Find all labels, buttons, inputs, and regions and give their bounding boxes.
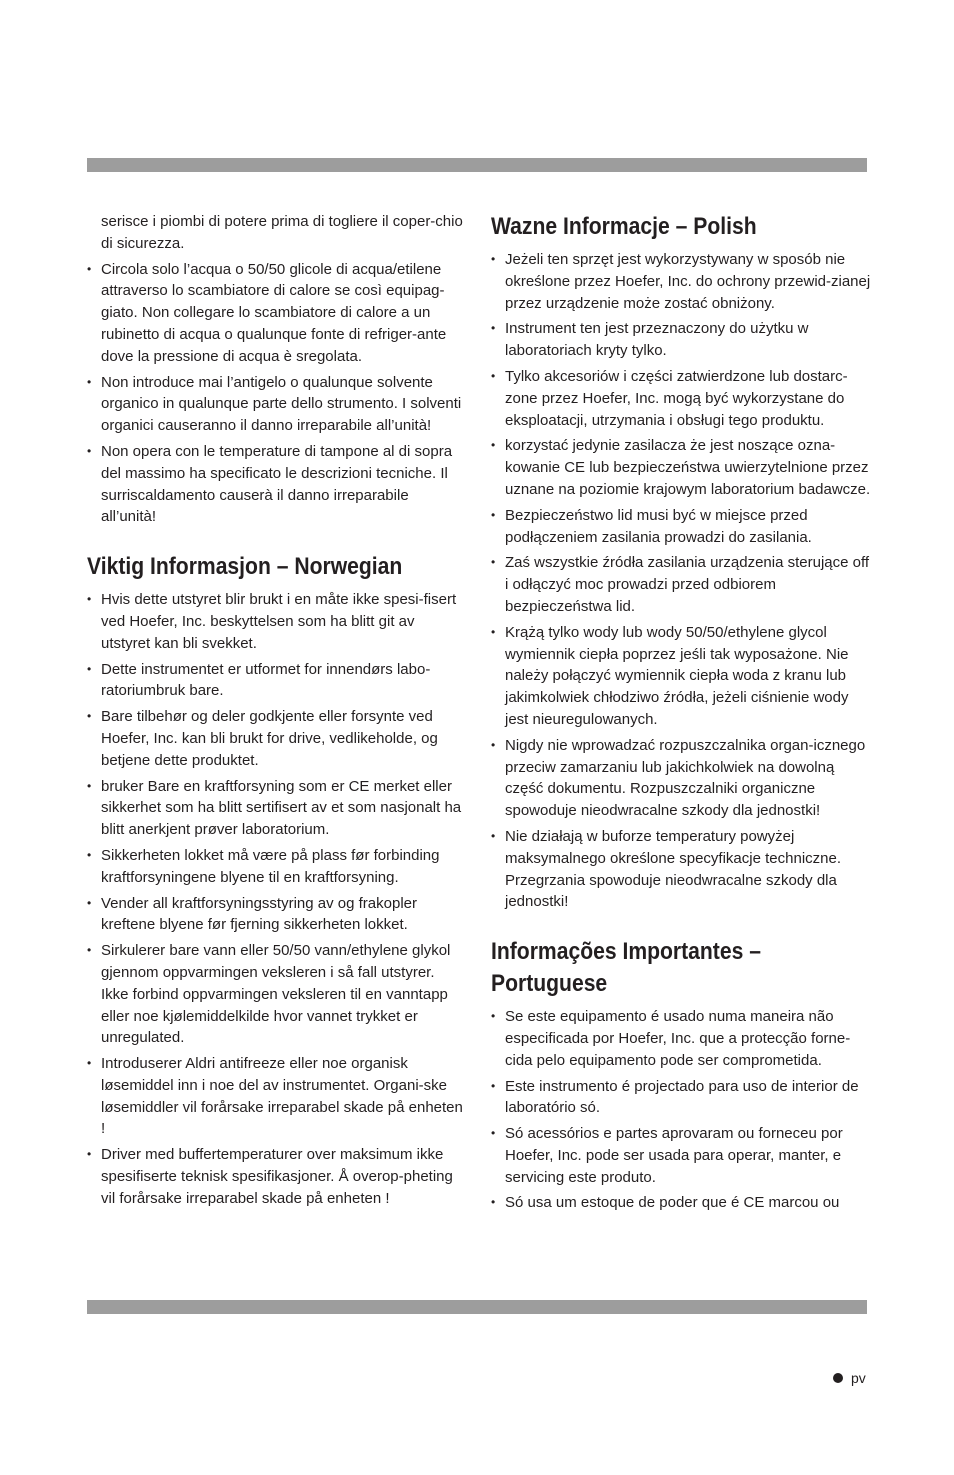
page-number: pv bbox=[851, 1370, 866, 1386]
top-rule bbox=[87, 158, 867, 172]
heading-line: Portuguese bbox=[491, 970, 608, 998]
list-item: • Dette instrumentet er utformet for innendørs labo-ratoriumbruk bare. bbox=[87, 659, 465, 703]
list-item: • Instrument ten jest przeznaczony do użytku w laboratoriach kryty tylko. bbox=[491, 318, 871, 362]
list-item: • Só usa um estoque de poder que é CE marcou ou bbox=[491, 1192, 871, 1214]
list-item: • Circola solo l’acqua o 50/50 glicole di acqua/etilene attraverso lo scambiatore di calore se così equipag-giato. Non collegare lo scambiatore di calore a un rubinetto di acqua o qualunque fonte di refriger-ante dove la pressione di acqua è sregolata. bbox=[87, 259, 465, 368]
norwegian-list bbox=[87, 589, 465, 1210]
list-item: • Sirkulerer bare vann eller 50/50 vann/ethylene glykol gjennom oppvarmingen veksleren i så fall utstyrer. Ikke forbind oppvarmingen veksleren til en vanntapp eller noe kjølemiddelkilde hvor vannet trykket er unregulated. bbox=[87, 940, 465, 1049]
list-item: • Introduserer Aldri antifreeze eller noe organisk løsemiddel inn i noe del av instrumentet. Organi-ske løsemiddler vil forårsake irreparabel skade på enheten ! bbox=[87, 1053, 465, 1140]
list-item: • Se este equipamento é usado numa maneira não especificada por Hoefer, Inc. que a protecção forne-cida pelo equipamento pode ser comprometida. bbox=[491, 1006, 871, 1071]
list-item: • korzystać jedynie zasilacza że jest noszące ozna-kowanie CE lub bezpieczeństwa uwierzytelnione przez uznane na poziomie krajowym laboratorium badawcze. bbox=[491, 435, 871, 500]
italian-list-continued bbox=[87, 211, 465, 528]
list-item: • Só acessórios e partes aprovaram ou forneceu por Hoefer, Inc. pode ser usada para operar, manter, e servicing este produto. bbox=[491, 1123, 871, 1188]
list-item: • Non introduce mai l’antigelo o qualunque solvente organico in qualunque parte dello strumento. I solventi organici causeranno il danno irreparabile all’unità! bbox=[87, 372, 465, 437]
list-item: • Nigdy nie wprowadzać rozpuszczalnika organ-icznego przeciw zamarzaniu lub jakichkolwiek na dowolną część dokumentu. Rozpuszczalniki organiczne spowoduje nieodwracalne szkody dla jednostki! bbox=[491, 735, 871, 822]
list-item: • Sikkerheten lokket må være på plass før forbinding kraftforsyningene blyene til en kraftforsyning. bbox=[87, 845, 465, 889]
left-column bbox=[87, 211, 465, 1214]
list-item: • Tylko akcesoriów i części zatwierdzone lub dostarc-zone przez Hoefer, Inc. mogą być wykorzystane do eksploatacji, utrzymania i obsługi tego produktu. bbox=[491, 366, 871, 431]
list-item: • Driver med buffertemperaturer over maksimum ikke spesifiserte teknisk spesifikasjoner. Å overop-pheting vil forårsake irreparabel skade på enheten ! bbox=[87, 1144, 465, 1209]
list-item: • Non opera con le temperature di tampone al di sopra del massimo ha specificato le descrizioni tecniche. Il surriscaldamento causerà il danno irreparabile all’unità! bbox=[87, 441, 465, 528]
list-item: • Krążą tylko wody lub wody 50/50/ethylene glycol wymiennik ciepła poprzez jeśli tak wyposażone. Nie należy połączyć wymiennik ciepła woda z kranu lub jakimkolwiek chłodziwo źródła, jeżeli ciśnienie wody jest nieuregulowanych. bbox=[491, 622, 871, 731]
right-column bbox=[491, 211, 871, 1218]
list-item: • Bare tilbehør og deler godkjente eller forsynte ved Hoefer, Inc. kan bli brukt for drive, vedlikeholde, og betjene dette produktet. bbox=[87, 706, 465, 771]
list-item: • Bezpieczeństwo lid musi być w miejsce przed podłączeniem zasilania prowadzi do zasilania. bbox=[491, 505, 871, 549]
list-item: • Nie działają w buforze temperatury powyżej maksymalnego określone specyfikacje techniczne. Przegrzania spowoduje nieodwracalne szkody dla jednostki! bbox=[491, 826, 871, 913]
portuguese-list bbox=[491, 1006, 871, 1214]
list-item: • Zaś wszystkie źródła zasilania urządzenia sterujące off i odłączyć moc prowadzi przed odbiorem bezpieczeństwa lid. bbox=[491, 552, 871, 617]
polish-list bbox=[491, 249, 871, 913]
heading-line: Informações Importantes – bbox=[491, 938, 761, 966]
list-item: • Jeżeli ten sprzęt jest wykorzystywany w sposób nie określone przez Hoefer, Inc. do ochrony przewid-zianej przez urządzenie może zostać obniżony. bbox=[491, 249, 871, 314]
section-heading-polish: Wazne Informacje – Polish bbox=[491, 213, 757, 240]
list-item: • bruker Bare en kraftforsyning som er CE merket eller sikkerhet som ha blitt sertifisert av et som nasjonalt ha blitt anerkjent prøver laboratorium. bbox=[87, 776, 465, 841]
bullet-dot-icon bbox=[833, 1373, 843, 1383]
list-item: • Este instrumento é projectado para uso de interior de laboratório só. bbox=[491, 1076, 871, 1120]
list-item: • Vender all kraftforsyningsstyring av og frakopler kreftene blyene før fjerning sikkerheten lokket. bbox=[87, 893, 465, 937]
bottom-rule bbox=[87, 1300, 867, 1314]
list-item: • Hvis dette utstyret blir brukt i en måte ikke spesi-fisert ved Hoefer, Inc. beskyttelsen som ha blitt git av utstyret kan bli svekket. bbox=[87, 589, 465, 654]
section-heading-norwegian: Viktig Informasjon – Norwegian bbox=[87, 553, 403, 581]
list-item: serisce i piombi di potere prima di togliere il coper-chio di sicurezza. bbox=[101, 213, 463, 252]
page-footer bbox=[833, 1370, 866, 1386]
section-heading-portuguese bbox=[491, 936, 825, 1000]
